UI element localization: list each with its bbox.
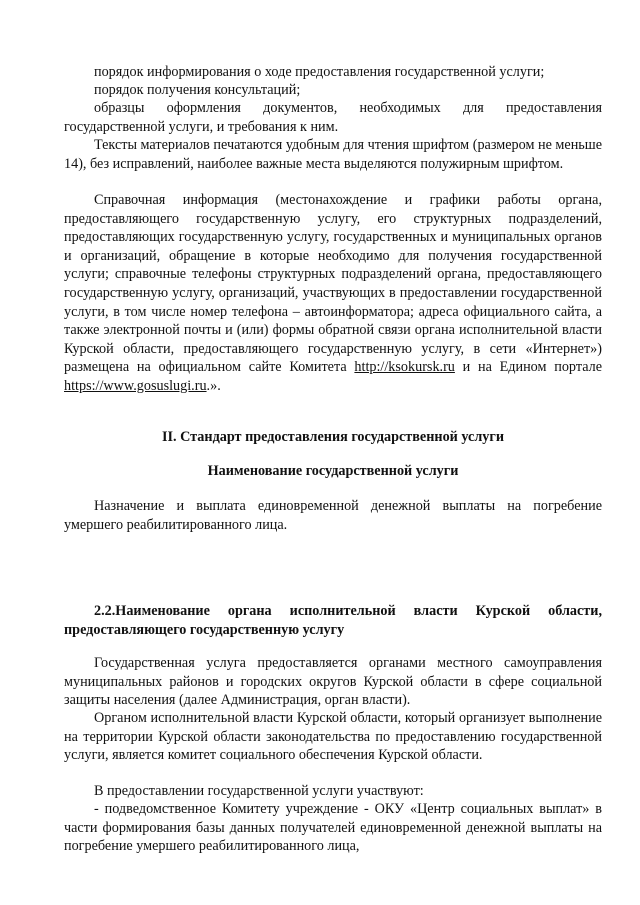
heading-2-2: 2.2.Наименование органа исполнительной власти Курской области, предоставляющего государственную услугу	[64, 603, 602, 638]
list-item: образцы оформления документов, необходимых для предоставления государственной услуги, и требования к ним.	[64, 100, 602, 135]
service-name-text: Назначение и выплата единовременной денежной выплаты на погребение умершего реабилитированного лица.	[64, 498, 602, 533]
paragraph-info-text: Справочная информация (местонахождение и графики работы органа, предоставляющего государственную услугу, его структурных подразделений, предоставляющих государственную услугу, государственных и муниципальных органов и организаций, обращение в которые необходимо для получения государственной услуги; справочные телефоны структурных подразделений органа, предоставляющего государственную услугу, организаций, участвующих в предоставлении государственной услуги, в том числе номер телефона – автоинформатора; адреса официального сайта, а также электронной почты и (или) формы обратной связи органа исполнительной власти Курской области, предоставляющего государственную услугу, в сети «Интернет») размещена на официальном сайте Комитета	[64, 192, 602, 376]
paragraph-info	[64, 191, 602, 396]
paragraph-provided: Государственная услуга предоставляется органами местного самоуправления муниципальных районов и городских округов Курской области в сфере социальной защиты населения (далее Администрация, орган власти).	[64, 655, 602, 709]
gosuslugi-link[interactable]: https://www.gosuslugi.ru	[64, 377, 207, 394]
list-item: порядок информирования о ходе предоставления государственной услуги;	[94, 64, 545, 80]
paragraph-oku: - подведомственное Комитету учреждение - ОКУ «Центр социальных выплат» в части формирования базы данных получателей единовременной денежной выплаты на погребение умершего реабилитированного лица,	[64, 801, 602, 855]
paragraph-info-tail: .».	[206, 377, 221, 394]
paragraph-organ: Органом исполнительной власти Курской области, который организует выполнение на территории Курской области законодательства по предоставлению государственной услуги, является комитет социального обеспечения Курской области.	[64, 710, 602, 764]
paragraph-fonts: Тексты материалов печатаются удобным для чтения шрифтом (размером не меньше 14), без исправлений, наиболее важные места выделяются полужирным шрифтом.	[64, 137, 602, 172]
list-item: порядок получения консультаций;	[94, 82, 301, 98]
section-heading: II. Стандарт предоставления государственной услуги	[161, 429, 505, 445]
subheading-service-name: Наименование государственной услуги	[207, 463, 459, 479]
paragraph-participate: В предоставлении государственной услуги участвуют:	[94, 783, 424, 799]
ksokursk-link[interactable]: http://ksokursk.ru	[354, 359, 455, 376]
paragraph-info-middle: и на Едином портале	[454, 359, 602, 376]
